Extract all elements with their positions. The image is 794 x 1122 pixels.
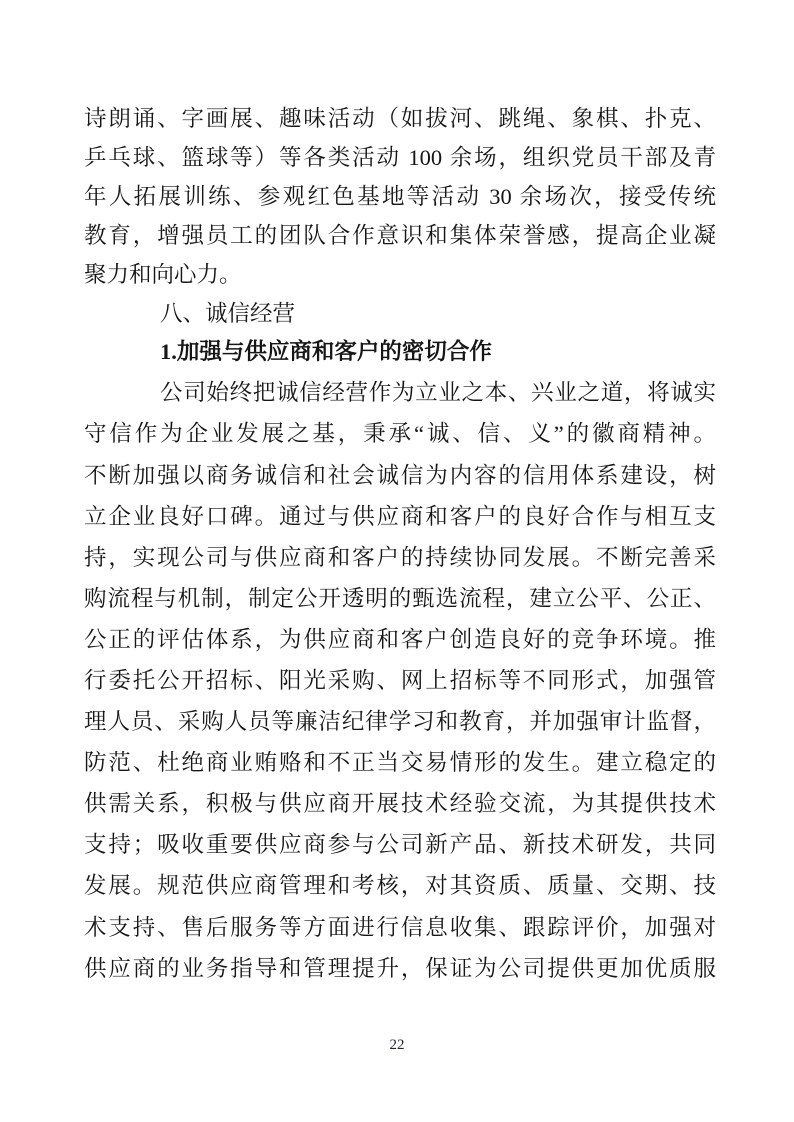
intro-paragraph [84, 100, 716, 295]
text-line: 理人员、采购人员等廉洁纪律学习和教育，并加强审计监督， [84, 709, 716, 735]
text-line: 八、诚信经营 [160, 300, 296, 326]
text-line: 供应商的业务指导和管理提升，保证为公司提供更加优质服 [84, 955, 716, 981]
text-line: 聚力和向心力。 [84, 261, 242, 287]
text-line: 年人拓展训练、参观红色基地等活动 30 余场次，接受传统 [84, 183, 716, 209]
text-line: 术支持、售后服务等方面进行信息收集、跟踪评价，加强对 [84, 914, 716, 940]
text-line: 防范、杜绝商业贿赂和不正当交易情形的发生。建立稳定的 [84, 750, 716, 776]
main-paragraph [84, 372, 716, 988]
text-line: 发展。规范供应商管理和考核，对其资质、质量、交期、技 [84, 873, 716, 899]
text-line: 乒乓球、篮球等）等各类活动 100 余场，组织党员干部及青 [84, 144, 716, 170]
text-line: 守信作为企业发展之基，秉承“诚、信、义”的徽商精神。 [84, 421, 716, 447]
section-heading [84, 295, 716, 334]
text-line: 公司始终把诚信经营作为立业之本、兴业之道，将诚实 [160, 380, 716, 406]
text-line: 教育，增强员工的团队合作意识和集体荣誉感，提高企业凝 [84, 222, 716, 248]
text-line: 供需关系，积极与供应商开展技术经验交流，为其提供技术 [84, 791, 716, 817]
text-line: 持，实现公司与供应商和客户的持续协同发展。不断完善采 [84, 544, 716, 570]
text-line: 公正的评估体系，为供应商和客户创造良好的竞争环境。推 [84, 626, 716, 652]
subsection-heading [84, 333, 716, 372]
document-body [84, 100, 716, 989]
text-line: 立企业良好口碑。通过与供应商和客户的良好合作与相互支 [84, 503, 716, 529]
text-line: 购流程与机制，制定公开透明的甄选流程，建立公平、公正、 [84, 585, 716, 611]
text-line: 不断加强以商务诚信和社会诚信为内容的信用体系建设，树 [84, 462, 716, 488]
text-line: 行委托公开招标、阳光采购、网上招标等不同形式，加强管 [84, 668, 716, 693]
text-line: 1.加强与供应商和客户的密切合作 [160, 339, 492, 365]
text-line: 支持；吸收重要供应商参与公司新产品、新技术研发，共同 [84, 832, 716, 858]
page-number: 22 [389, 1037, 405, 1053]
text-line: 诗朗诵、字画展、趣味活动（如拔河、跳绳、象棋、扑克、 [84, 106, 716, 131]
